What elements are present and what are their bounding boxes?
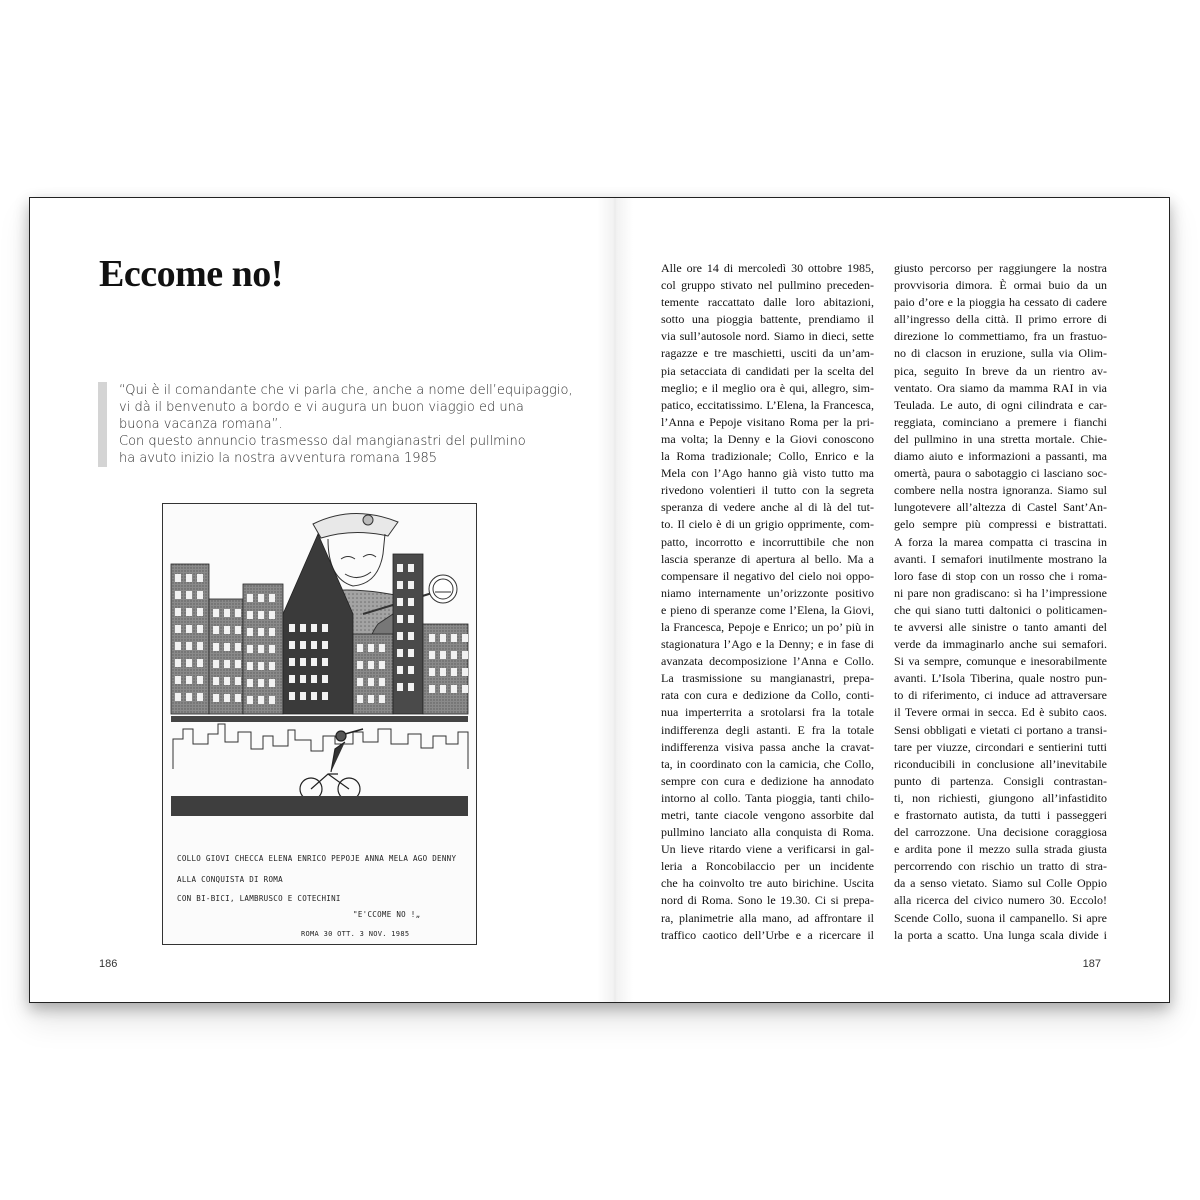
building-window bbox=[247, 594, 253, 602]
building-window bbox=[197, 642, 203, 650]
building-window bbox=[175, 625, 181, 633]
body-text-line: l’Anna e Pepoje visitano Roma per la pri- bbox=[661, 414, 874, 429]
body-text-line: la porta a scatto. Una lunga scala divide i bbox=[894, 927, 1107, 942]
body-text-line: metri, tante ciacole vengono assorbite dal bbox=[661, 808, 874, 822]
building-window bbox=[429, 634, 435, 642]
body-text-line: col gruppo stivato nel pullmino preceden- bbox=[661, 278, 874, 293]
body-text-line: sotto una pioggia battente, prendiamo il bbox=[661, 312, 874, 327]
building-window bbox=[269, 696, 275, 704]
body-text-line: punto di partenza. Consigli contrastan- bbox=[894, 773, 1107, 788]
building-window bbox=[235, 643, 241, 651]
body-text-line: Teulada. Le auto, di ogni cilindrata e car- bbox=[894, 397, 1107, 412]
body-text-line: stagionatura l’Ago e la Denny; e in fase di bbox=[661, 637, 874, 652]
building-window bbox=[258, 696, 264, 704]
building-window bbox=[224, 626, 230, 634]
body-text-line: La trasmissione su mangianastri, prepa- bbox=[661, 671, 874, 686]
building-window bbox=[269, 611, 275, 619]
building-window bbox=[213, 660, 219, 668]
body-text-line: to di riferimento, ci induce ad attraversare bbox=[894, 688, 1107, 703]
building-window bbox=[289, 624, 295, 632]
book-spread bbox=[29, 197, 1170, 1003]
body-text-line: sempre con cura e dedizione ha annodato bbox=[661, 773, 874, 788]
body-text-line: il Tevere ormai in secca. Ed è subito caos. bbox=[894, 705, 1107, 720]
body-text-line: loro fase di stop con un rosso che i roma- bbox=[894, 568, 1107, 583]
building-window bbox=[440, 668, 446, 676]
building-window bbox=[311, 624, 317, 632]
building-window bbox=[197, 676, 203, 684]
quote-line: ha avuto inizio la nostra avventura romana 1985 bbox=[119, 451, 438, 466]
building-window bbox=[186, 608, 192, 616]
body-text-line: nua imperterrita a srotolarsi fra la totale bbox=[661, 705, 874, 720]
body-text-line: ni pare non gradiscano: sì ha l’impressione bbox=[894, 585, 1107, 600]
body-text-line: e frastornato autista, da tutti i passeggeri bbox=[894, 808, 1107, 822]
building-window bbox=[224, 643, 230, 651]
building-window bbox=[175, 591, 181, 599]
body-text-line: Sensi obbligati e vietati ci portano a transi- bbox=[894, 722, 1107, 737]
building-window bbox=[429, 651, 435, 659]
building-window bbox=[397, 649, 403, 657]
body-text-line: alla ricerca del civico numero 30. Eccolo! bbox=[894, 893, 1107, 908]
body-text-line: reggiata, cominciano a premere i fianchi bbox=[894, 414, 1107, 429]
building-window bbox=[408, 615, 414, 623]
building-window bbox=[462, 685, 468, 693]
building-window bbox=[322, 692, 328, 700]
body-text-line: leria a Roncobilaccio per un incidente bbox=[661, 859, 874, 874]
body-text-line: da a senso vietato. Siamo sul Colle Oppio bbox=[894, 876, 1107, 891]
building-window bbox=[408, 581, 414, 589]
building-window bbox=[175, 608, 181, 616]
caption-dates: ROMA 30 OTT. 3 NOV. 1985 bbox=[301, 930, 410, 938]
body-text-line: giusto percorso per raggiungere la nostra bbox=[894, 261, 1107, 275]
building-window bbox=[311, 658, 317, 666]
building-window bbox=[197, 608, 203, 616]
building-window bbox=[368, 644, 374, 652]
building-window bbox=[186, 591, 192, 599]
building-window bbox=[397, 615, 403, 623]
building-window bbox=[224, 609, 230, 617]
building-window bbox=[451, 668, 457, 676]
building-window bbox=[300, 658, 306, 666]
skyline-buildings bbox=[171, 534, 468, 714]
body-text-line: avanti. I semafori inutilmente mostrano la bbox=[894, 551, 1107, 566]
body-text-line: to. Il cielo è di un grigio opprimente, com- bbox=[661, 517, 874, 532]
building-window bbox=[289, 641, 295, 649]
building-window bbox=[235, 694, 241, 702]
body-text-line: indifferenza visiva passa anche la cravat- bbox=[661, 739, 874, 754]
body-text-line: Mela con l’Ago hanno già visto tutto ma bbox=[661, 466, 874, 481]
caption-title: "E'CCOME NO !„ bbox=[353, 910, 421, 919]
body-text-line: indifferenza degli astanti. E fra la totale bbox=[661, 722, 874, 737]
skyline-outline bbox=[173, 724, 468, 769]
body-text-line: direzione lo commettiamo, fra un frastuo- bbox=[894, 329, 1107, 344]
body-text-line: tare per viuzze, circondari e sentierini tutti bbox=[894, 739, 1107, 754]
body-text-line: pullmino lanciato alla conquista di Roma. bbox=[661, 825, 874, 840]
body-text-line: avanzata decomposizione l’Anna e Collo. bbox=[661, 654, 874, 669]
building-window bbox=[311, 675, 317, 683]
building-window bbox=[175, 574, 181, 582]
building-window bbox=[186, 625, 192, 633]
building-window bbox=[269, 662, 275, 670]
quote-line: vi dà il benvenuto a bordo e vi augura un buon viaggio ed una bbox=[119, 400, 524, 415]
building-window bbox=[213, 694, 219, 702]
body-text-line: traffico caotico dell’Urbe e a ricercare il bbox=[661, 927, 874, 942]
building-window bbox=[408, 649, 414, 657]
body-text-line: riconducibili in conclusione all’inevitabile bbox=[894, 756, 1107, 771]
caption-bikes: CON BI-BICI, LAMBRUSCO E COTECHINI bbox=[177, 894, 341, 903]
building-window bbox=[213, 677, 219, 685]
body-text-line: compensare il negativo del cielo noi oppo- bbox=[661, 568, 874, 583]
building-window bbox=[269, 679, 275, 687]
body-text-line: patto, incorrotto e incorruttibile che non bbox=[661, 534, 874, 549]
building-window bbox=[451, 685, 457, 693]
building-window bbox=[322, 675, 328, 683]
building-window bbox=[289, 692, 295, 700]
building-window bbox=[300, 692, 306, 700]
building-window bbox=[322, 624, 328, 632]
building-window bbox=[247, 628, 253, 636]
trip-poster-illustration bbox=[162, 503, 477, 945]
building-window bbox=[357, 695, 363, 703]
building-window bbox=[186, 642, 192, 650]
body-text-line: ra, planimetrie alla mano, ad affrontare il bbox=[661, 910, 874, 925]
building-window bbox=[429, 685, 435, 693]
building-window bbox=[440, 651, 446, 659]
body-text-line: ragazze e tre maschietti, usciti da un’am- bbox=[661, 346, 874, 361]
building-window bbox=[379, 644, 385, 652]
building-window bbox=[224, 694, 230, 702]
building-window bbox=[408, 683, 414, 691]
building-window bbox=[429, 668, 435, 676]
building-window bbox=[322, 658, 328, 666]
body-text-line: ti, non richiesti, giungono all’infastidito bbox=[894, 790, 1107, 805]
building-window bbox=[379, 695, 385, 703]
building-window bbox=[379, 661, 385, 669]
building-window bbox=[397, 564, 403, 572]
body-text-line: paio d’ore e la pioggia ha cessato di cadere bbox=[894, 295, 1107, 310]
building-window bbox=[197, 625, 203, 633]
building-window bbox=[247, 696, 253, 704]
body-text-line: e pieno di speranze come l’Elena, la Giovi, bbox=[661, 602, 874, 617]
building-window bbox=[397, 683, 403, 691]
road-band bbox=[171, 796, 468, 816]
body-text-line: Si va sempre, comunque e inesorabilmente bbox=[894, 654, 1107, 669]
body-text-line: ta, in coordinato con la camicia, che Collo, bbox=[661, 756, 874, 771]
body-text-line: percorrendo con rischio un tratto di stra- bbox=[894, 859, 1107, 874]
body-text-line: patico, eccitatissimo. L’Elena, la Francesca, bbox=[661, 397, 874, 412]
building-window bbox=[213, 609, 219, 617]
body-text-line: niamo internamente un’orizzonte positivo bbox=[661, 585, 874, 600]
building-window bbox=[300, 624, 306, 632]
building-window bbox=[186, 676, 192, 684]
building-window bbox=[269, 628, 275, 636]
building-window bbox=[258, 645, 264, 653]
body-text-line: provvisoria dimora. È ormai buio da un bbox=[894, 278, 1107, 293]
quote-line: “Qui è il comandante che vi parla che, anche a nome dell’equipaggio, bbox=[119, 383, 573, 398]
building-window bbox=[258, 628, 264, 636]
building-window bbox=[235, 626, 241, 634]
building-window bbox=[397, 581, 403, 589]
building-window bbox=[451, 634, 457, 642]
building-window bbox=[269, 645, 275, 653]
body-text-line: diamo aiuto e informazioni a passanti, ma bbox=[894, 449, 1107, 464]
body-text-line: ma volta; la Denny e la Giovi conoscono bbox=[661, 431, 874, 446]
separator-bar bbox=[171, 716, 468, 722]
building-window bbox=[224, 677, 230, 685]
chapter-title: Eccome no! bbox=[99, 253, 283, 295]
body-text-line: che ha coinvolto tre auto birichine. Uscita bbox=[661, 876, 874, 891]
body-text-line: lascia speranze di apertura al bello. Ma a bbox=[661, 551, 874, 566]
quote-line: buona vacanza romana”. bbox=[119, 417, 283, 432]
building-window bbox=[235, 677, 241, 685]
building-window bbox=[175, 642, 181, 650]
building-window bbox=[408, 666, 414, 674]
body-text-line: Scende Collo, suona il campanello. Si apre bbox=[894, 910, 1107, 925]
building-window bbox=[300, 675, 306, 683]
building-window bbox=[235, 609, 241, 617]
building-window bbox=[311, 641, 317, 649]
body-text-line: pica, seguito In breve da un rientro av- bbox=[894, 363, 1107, 378]
building-window bbox=[269, 594, 275, 602]
building-window bbox=[368, 678, 374, 686]
body-text-line: verde da immaginarlo anche sui semafori. bbox=[894, 637, 1107, 652]
building-window bbox=[408, 564, 414, 572]
body-text-line: avanti. L’Isola Tiberina, quale nostro pun- bbox=[894, 671, 1107, 686]
body-text-line: gelo sempre più compressi e bistrattati. bbox=[894, 517, 1107, 532]
building-window bbox=[235, 660, 241, 668]
body-text-line: lungotevere all’altezza di Castel Sant’An- bbox=[894, 500, 1107, 515]
building-window bbox=[357, 678, 363, 686]
building-window bbox=[322, 641, 328, 649]
building-window bbox=[397, 632, 403, 640]
text-column-1 bbox=[661, 260, 874, 944]
body-text-line: la Roma tradizionale; Collo, Enrico e la bbox=[661, 449, 874, 464]
building-window bbox=[357, 661, 363, 669]
building-window bbox=[247, 645, 253, 653]
body-text-line: che qui siano tutti daltonici o politicamen- bbox=[894, 602, 1107, 617]
page-number-left: 186 bbox=[99, 958, 118, 970]
body-text-line: pia setacciata di candidati per la scelta del bbox=[661, 363, 874, 378]
body-text-line: Un lieve ritardo viene a verificarsi in gal- bbox=[661, 842, 874, 857]
body-text-line: Alle ore 14 di mercoledì 30 ottobre 1985, bbox=[661, 261, 874, 275]
quote-line: Con questo annuncio trasmesso dal mangianastri del pullmino bbox=[119, 434, 526, 449]
building-window bbox=[186, 693, 192, 701]
body-text-line: no di clacson in eruzione, sulla via Olim- bbox=[894, 346, 1107, 361]
building-window bbox=[440, 685, 446, 693]
body-text-line: speranza di vedere anche al di là del tut- bbox=[661, 500, 874, 515]
building-window bbox=[258, 611, 264, 619]
building-window bbox=[186, 574, 192, 582]
building-window bbox=[368, 695, 374, 703]
building-window bbox=[247, 611, 253, 619]
body-text-line: nord di Roma. Sono le 19.30. Ci si prepa- bbox=[661, 893, 874, 908]
building-window bbox=[289, 658, 295, 666]
body-text-line: ventato. Ora siamo da mamma RAI in via bbox=[894, 380, 1107, 395]
building-window bbox=[247, 679, 253, 687]
building-window bbox=[197, 659, 203, 667]
caption-names: COLLO GIOVI CHECCA ELENA ENRICO PEPOJE ANNA MELA AGO DENNY bbox=[177, 854, 457, 863]
building-window bbox=[408, 632, 414, 640]
body-text-line: la Francesca, Pepoje e Enrico; un po’ più in bbox=[661, 619, 874, 634]
building-window bbox=[440, 634, 446, 642]
building-window bbox=[247, 662, 253, 670]
text-column-2 bbox=[894, 260, 1107, 944]
building-window bbox=[462, 634, 468, 642]
building-window bbox=[213, 626, 219, 634]
building-window bbox=[289, 675, 295, 683]
body-text-line: intorno al collo. Tanta pioggia, tanti chilo- bbox=[661, 790, 874, 805]
building-window bbox=[451, 651, 457, 659]
body-text-line: omertà, paura o sabotaggio ci lasciano soc- bbox=[894, 466, 1107, 481]
body-text-line: all’ingresso della città. Il primo errore di bbox=[894, 312, 1107, 327]
body-text-line: del carrozzone. Una decisione coraggiosa bbox=[894, 825, 1107, 840]
building-window bbox=[258, 594, 264, 602]
building-window bbox=[397, 666, 403, 674]
body-text-line: rata con cura e dedizione da Collo, conti- bbox=[661, 688, 874, 703]
body-text-line: temente raccattato dalle loro abitazioni, bbox=[661, 295, 874, 310]
building-window bbox=[197, 693, 203, 701]
body-text-line: A forza la marea compatta ci trascina in bbox=[894, 534, 1107, 549]
building-window bbox=[197, 591, 203, 599]
building-window bbox=[224, 660, 230, 668]
building-window bbox=[175, 693, 181, 701]
body-text-line: te avversi alle sinistre o tanto amanti del bbox=[894, 619, 1107, 634]
body-text-line: combere nella nostra ignoranza. Siamo sul bbox=[894, 483, 1107, 498]
building-window bbox=[175, 676, 181, 684]
building-window bbox=[197, 574, 203, 582]
book-spine bbox=[597, 198, 633, 1002]
caption-conquest: ALLA CONQUISTA DI ROMA bbox=[177, 875, 283, 884]
building-window bbox=[311, 692, 317, 700]
body-text-line: via sull’autosole nord. Siamo in dieci, sette bbox=[661, 329, 874, 344]
building-window bbox=[397, 598, 403, 606]
body-text-line: rivedono volentieri il tutto con la segreta bbox=[661, 483, 874, 498]
building-window bbox=[462, 668, 468, 676]
building-window bbox=[408, 598, 414, 606]
body-text-line: meglio; e il meglio ora è qui, allegro, sim- bbox=[661, 380, 874, 395]
building-window bbox=[186, 659, 192, 667]
building-window bbox=[300, 641, 306, 649]
building-window bbox=[213, 643, 219, 651]
building-window bbox=[175, 659, 181, 667]
building-window bbox=[357, 644, 363, 652]
body-text-line: e ardita pone il mezzo sulla strada giusta bbox=[894, 842, 1107, 857]
building-window bbox=[258, 662, 264, 670]
building-window bbox=[462, 651, 468, 659]
building-window bbox=[368, 661, 374, 669]
body-text-line: del pullmino in una stretta mortale. Chie- bbox=[894, 431, 1107, 446]
building-window bbox=[379, 678, 385, 686]
page-number-right: 187 bbox=[1082, 958, 1101, 970]
epigraph-quote bbox=[98, 382, 573, 467]
building-window bbox=[258, 679, 264, 687]
